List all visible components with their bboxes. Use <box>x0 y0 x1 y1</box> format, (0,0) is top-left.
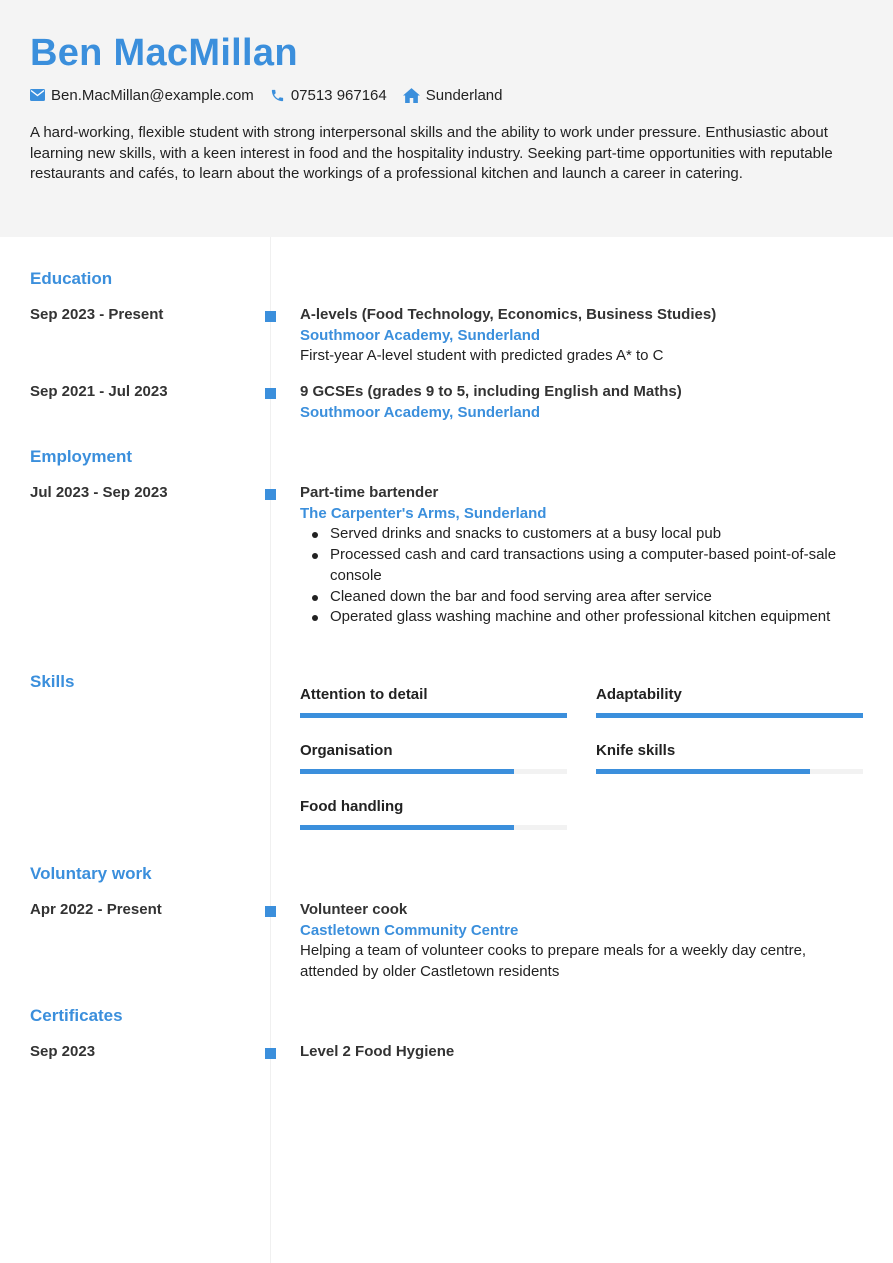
duties-list <box>300 524 860 628</box>
section-title-education: Education <box>30 269 113 288</box>
education-entry <box>300 305 860 367</box>
skill-item <box>300 742 567 762</box>
skill-item <box>596 742 863 762</box>
profile-summary: A hard-working, flexible student with strong interpersonal skills and the ability to work under pressure. Enthusiastic about learning new skills, with a keen interest in food and the hospitality industry. Seeking part-time opportunities with reputable restaurants and cafés, to learn about the workings of a professional kitchen and launch a career in catering. <box>30 124 833 183</box>
entry-title: Level 2 Food Hygiene <box>300 1043 455 1060</box>
education-entry <box>300 382 860 423</box>
home-icon <box>403 88 420 103</box>
section-title-certificates: Certificates <box>30 1006 123 1025</box>
skill-bar-fill <box>596 713 863 718</box>
entry-title: A-levels (Food Technology, Economics, Business Studies) <box>300 306 717 323</box>
timeline-marker <box>265 489 276 500</box>
entry-title: Part-time bartender <box>300 484 439 501</box>
skill-item <box>300 798 567 818</box>
skill-name: Organisation <box>300 742 393 759</box>
candidate-name: Ben MacMillan <box>30 32 298 74</box>
phone-icon <box>270 88 285 103</box>
entry-description: Helping a team of volunteer cooks to prepare meals for a weekly day centre, attended by older Castletown residents <box>300 942 807 981</box>
timeline-marker <box>265 388 276 399</box>
section-title-employment: Employment <box>30 447 133 466</box>
entry-organisation: The Carpenter's Arms, Sunderland <box>300 504 547 522</box>
skill-bar-track <box>596 713 863 718</box>
timeline-marker <box>265 906 276 917</box>
entry-organisation: Southmoor Academy, Sunderland <box>300 326 541 344</box>
resume-header <box>0 0 893 237</box>
section-title-skills: Skills <box>30 672 75 691</box>
location-text: Sunderland <box>425 86 503 104</box>
list-item: Served drinks and snacks to customers at a busy local pub <box>300 524 860 545</box>
certificate-entry <box>300 1042 860 1063</box>
skill-name: Attention to detail <box>300 686 428 703</box>
certificate-date: Sep 2023 <box>30 1043 96 1060</box>
skill-item <box>300 686 567 706</box>
education-date: Sep 2023 - Present <box>30 306 164 323</box>
skill-bar-fill <box>300 825 514 830</box>
entry-organisation: Southmoor Academy, Sunderland <box>300 403 541 421</box>
skill-bar-fill <box>300 769 514 774</box>
skill-bar-fill <box>596 769 810 774</box>
contact-row <box>30 84 518 106</box>
section-title-voluntary-work: Voluntary work <box>30 864 152 883</box>
contact-email[interactable] <box>30 87 254 104</box>
skill-name: Knife skills <box>596 742 676 759</box>
employment-date: Jul 2023 - Sep 2023 <box>30 484 168 501</box>
education-date: Sep 2021 - Jul 2023 <box>30 383 168 400</box>
email-text: Ben.MacMillan@example.com <box>51 86 254 104</box>
contact-phone[interactable] <box>270 87 387 104</box>
list-item: Operated glass washing machine and other professional kitchen equipment <box>300 607 860 628</box>
skill-bar-track <box>596 769 863 774</box>
skill-bar-track <box>300 713 567 718</box>
timeline-marker <box>265 311 276 322</box>
phone-text: 07513 967164 <box>290 86 387 104</box>
entry-title: Volunteer cook <box>300 901 408 918</box>
skill-name: Adaptability <box>596 686 682 703</box>
skill-bar-track <box>300 769 567 774</box>
skill-name: Food handling <box>300 798 404 815</box>
entry-title: 9 GCSEs (grades 9 to 5, including English and Maths) <box>300 383 682 400</box>
skill-item <box>596 686 863 706</box>
skill-bar-fill <box>300 713 567 718</box>
voluntary-date: Apr 2022 - Present <box>30 901 162 918</box>
list-item: Processed cash and card transactions using a computer-based point-of-sale console <box>300 545 860 586</box>
contact-location <box>403 87 503 104</box>
list-item: Cleaned down the bar and food serving area after service <box>300 587 860 608</box>
voluntary-entry <box>300 900 860 983</box>
timeline-marker <box>265 1048 276 1059</box>
envelope-icon <box>30 89 45 101</box>
skill-bar-track <box>300 825 567 830</box>
employment-entry <box>300 483 860 628</box>
entry-organisation: Castletown Community Centre <box>300 921 519 939</box>
entry-description: First-year A-level student with predicted grades A* to C <box>300 347 664 365</box>
